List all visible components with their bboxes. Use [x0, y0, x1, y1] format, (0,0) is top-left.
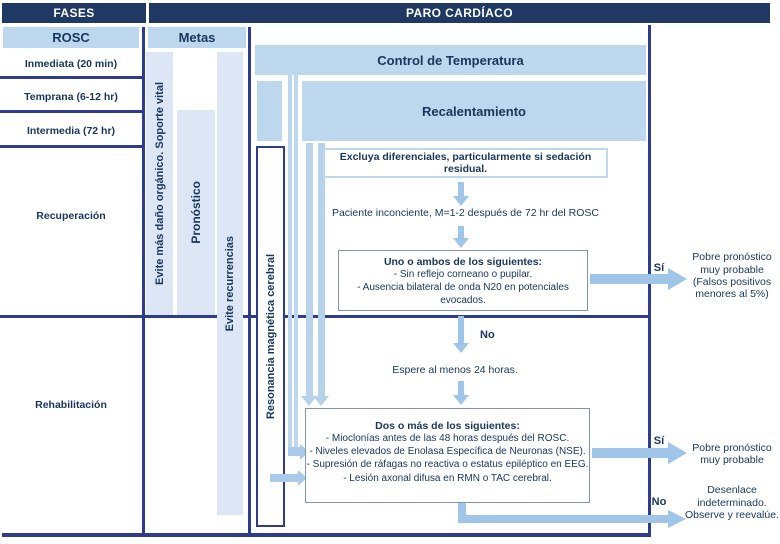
timeline-bar-left [288, 75, 292, 449]
control-temperatura-band: Control de Temperatura [255, 45, 646, 75]
resonancia-box-label: Resonancia magnética cerebral [264, 253, 277, 420]
row-divider-1 [0, 76, 142, 79]
resonancia-box [256, 146, 285, 527]
uno-criteria-item: - Sin reflejo corneano o pupilar. [393, 269, 533, 280]
goal-bar-soporte-vital [146, 52, 173, 315]
uno-criteria-box [338, 250, 588, 311]
timeline-bar-right [294, 75, 298, 449]
bottom-border [2, 533, 651, 537]
dos-criteria-title: Dos o más de los siguientes: [375, 420, 520, 432]
phase-row-rehabilitacion: Rehabilitación [35, 399, 107, 411]
dos-criteria-item: - Lesión axonal difusa en RMN o TAC cerebral. [343, 472, 552, 484]
si-arrow-1-shaft [590, 274, 670, 284]
si-label-1: Sí [653, 261, 665, 274]
metas-column-border [248, 27, 251, 537]
no-down-arrow-icon [453, 343, 469, 353]
no-elbow-horizontal-shaft [458, 515, 668, 523]
uno-criteria-item: - Ausencia bilateral de onda N20 en potenciales evocados. [357, 282, 569, 307]
outcome-indeterminado-text: Desenlace indeterminado. Observe y reevalúe. [685, 484, 779, 522]
goal-bar-pronostico [177, 110, 215, 315]
dos-criteria-box [305, 408, 590, 503]
phase-row-inmediata: Inmediata (20 min) [24, 58, 118, 70]
resonancia-arrow-shaft [270, 474, 298, 482]
no-down-arrow-shaft [458, 316, 464, 344]
row-divider-3 [0, 145, 142, 148]
phase-row-intermedia: Intermedia (72 hr) [26, 125, 116, 137]
paciente-text: Paciente inconciente, M=1-2 después de 72 hr del ROSC [331, 206, 600, 219]
elbow-arrow-shaft [288, 447, 300, 456]
down-arrow-2-icon [453, 238, 469, 248]
metas-header: Metas [148, 27, 246, 48]
uno-criteria-title: Uno o ambos de los siguientes: [383, 256, 543, 268]
rosc-header: ROSC [3, 27, 139, 48]
goal-bar-soporte-vital-label: Evite más daño orgánico. Soporte vital [153, 82, 166, 285]
outcome-pobre-5-text: Pobre pronóstico muy probable (Falsos positivos menores al 5%) [692, 251, 772, 301]
paro-cardiaco-header: PARO CARDÍACO [149, 3, 770, 23]
long-down-arrow-1-shaft [306, 143, 313, 396]
down-arrow-3-shaft [458, 381, 464, 396]
dos-criteria-item: - Mioclonías antes de las 48 horas después del ROSC. [325, 433, 570, 444]
long-down-arrow-2-shaft [318, 143, 325, 396]
goal-bar-evite-recurrencias [217, 52, 243, 515]
outcome-pobre-text: Pobre pronóstico muy probable [692, 441, 772, 466]
fases-column-border [142, 27, 145, 537]
row-divider-2 [0, 110, 142, 113]
phase-row-temprana: Temprana (6-12 hr) [24, 91, 118, 103]
phase-row-recuperacion: Recuperación [36, 210, 106, 222]
recalentamiento-band-stub [257, 81, 282, 141]
no-label-1: No [480, 329, 495, 341]
goal-bar-evite-recurrencias-label: Evite recurrencias [224, 235, 236, 332]
recalentamiento-band: Recalentamiento [302, 81, 646, 141]
down-arrow-1-shaft [458, 182, 464, 197]
excluya-box: Excluya diferenciales, particularmente si sedación residual. [323, 148, 608, 178]
no-label-2: No [651, 495, 667, 508]
dos-criteria-item: - Niveles elevados de Enolasa Específica de Neuronas (NSE). [309, 446, 586, 458]
dos-criteria-item: - Supresión de ráfagas no reactiva o estatus epiléptico en EEG. [306, 459, 589, 471]
down-arrow-3-icon [453, 395, 469, 405]
goal-bar-pronostico-label: Pronóstico [189, 181, 203, 244]
espere-text: Espere al menos 24 horas. [392, 363, 518, 376]
si-label-2: Sí [653, 434, 665, 447]
recuperacion-rehabilitacion-divider [0, 315, 650, 318]
si-arrow-2-shaft [592, 448, 670, 458]
fases-header: FASES [2, 3, 146, 23]
long-down-arrow-2-icon [313, 396, 329, 406]
